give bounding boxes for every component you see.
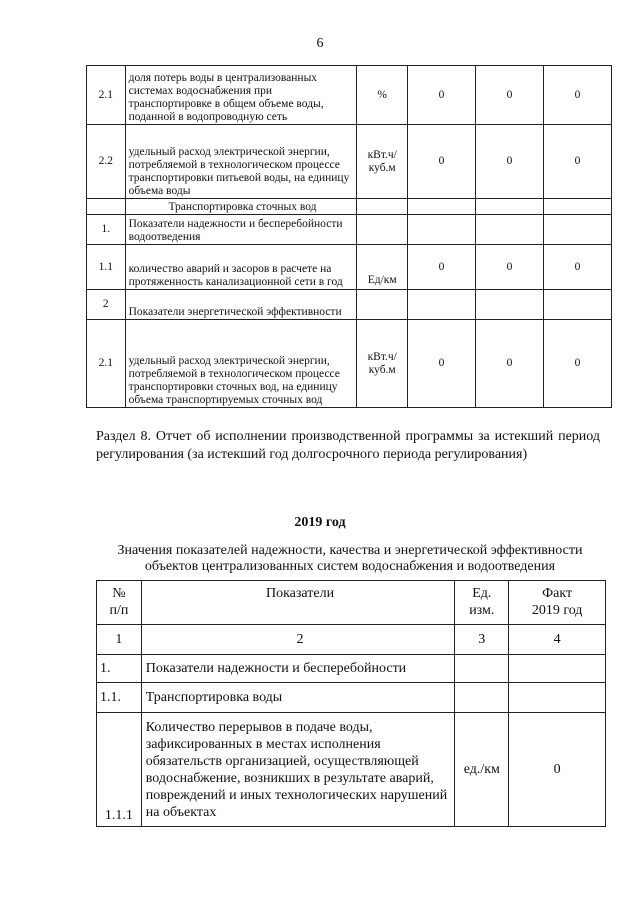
row-value-2 bbox=[476, 215, 544, 245]
row-unit: ед./км bbox=[455, 713, 509, 827]
header-fact: Факт 2019 год bbox=[509, 581, 606, 625]
row-description: Транспортировка воды bbox=[141, 683, 455, 713]
row-value-3 bbox=[544, 290, 612, 320]
table-row bbox=[87, 199, 612, 215]
row-value bbox=[509, 683, 606, 713]
row-number: 1.1.1 bbox=[97, 713, 142, 827]
table-caption: Значения показателей надежности, качества и энергетической эффективности объектов централизованных систем водоснабжения и водоотведения bbox=[117, 543, 583, 574]
report-2019-table bbox=[96, 580, 606, 827]
table-header-row bbox=[97, 581, 606, 625]
row-unit bbox=[357, 199, 408, 215]
row-value-2: 0 bbox=[476, 320, 544, 408]
index-cell-3: 3 bbox=[455, 625, 509, 655]
row-value-3 bbox=[544, 215, 612, 245]
row-value bbox=[509, 655, 606, 683]
table-row bbox=[97, 713, 606, 827]
row-number: 2.2 bbox=[87, 125, 126, 199]
row-value-1: 0 bbox=[408, 245, 476, 290]
row-number: 1.1 bbox=[87, 245, 126, 290]
row-unit bbox=[455, 655, 509, 683]
table-row bbox=[87, 320, 612, 408]
table-row bbox=[87, 215, 612, 245]
table-row bbox=[87, 66, 612, 125]
row-number: 1.1. bbox=[97, 683, 142, 713]
row-value-3: 0 bbox=[544, 320, 612, 408]
row-description: доля потерь воды в централизованных системах водоснабжения при транспортировке в общем объеме воды, поданной в водопроводную сеть bbox=[125, 66, 357, 125]
row-value-1: 0 bbox=[408, 320, 476, 408]
table-row bbox=[87, 125, 612, 199]
row-value: 0 bbox=[509, 713, 606, 827]
row-value-1: 0 bbox=[408, 66, 476, 125]
index-cell-1: 1 bbox=[97, 625, 142, 655]
row-description: удельный расход электрической энергии, потребляемой в технологическом процессе транспортировки питьевой воды, на единицу объема воды bbox=[125, 125, 357, 199]
row-number: 1. bbox=[97, 655, 142, 683]
row-value-1 bbox=[408, 215, 476, 245]
row-number: 2.1 bbox=[87, 320, 126, 408]
row-number bbox=[87, 199, 126, 215]
row-unit bbox=[357, 290, 408, 320]
row-description: Показатели надежности и бесперебойности водоотведения bbox=[125, 215, 357, 245]
table-row bbox=[97, 683, 606, 713]
header-indicator: Показатели bbox=[141, 581, 455, 625]
row-unit bbox=[357, 215, 408, 245]
row-description: Транспортировка сточных вод bbox=[125, 199, 357, 215]
year-title: 2019 год bbox=[294, 515, 346, 530]
row-description: Показатели надежности и бесперебойности bbox=[141, 655, 455, 683]
row-unit bbox=[455, 683, 509, 713]
row-value-2: 0 bbox=[476, 125, 544, 199]
row-value-3: 0 bbox=[544, 125, 612, 199]
row-description: удельный расход электрической энергии, потребляемой в технологическом процессе транспортировки сточных вод, на единицу объема транспортируемых сточных вод bbox=[125, 320, 357, 408]
row-unit: Ед/км bbox=[357, 245, 408, 290]
row-value-2 bbox=[476, 199, 544, 215]
row-value-1 bbox=[408, 290, 476, 320]
table-row bbox=[87, 290, 612, 320]
row-value-1: 0 bbox=[408, 125, 476, 199]
row-unit: % bbox=[357, 66, 408, 125]
index-cell-4: 4 bbox=[509, 625, 606, 655]
row-value-3: 0 bbox=[544, 245, 612, 290]
header-number: № п/п bbox=[97, 581, 142, 625]
row-number: 1. bbox=[87, 215, 126, 245]
row-value-3 bbox=[544, 199, 612, 215]
header-unit: Ед. изм. bbox=[455, 581, 509, 625]
index-cell-2: 2 bbox=[141, 625, 455, 655]
row-number: 2 bbox=[87, 290, 126, 320]
table-index-row bbox=[97, 625, 606, 655]
section-heading: Раздел 8. Отчет об исполнении производственной программы за истекший период регулирования (за истекший год долгосрочного периода регулирования) bbox=[96, 429, 600, 462]
row-unit: кВт.ч/ куб.м bbox=[357, 125, 408, 199]
page-number: 6 bbox=[316, 36, 324, 51]
table-row bbox=[87, 245, 612, 290]
row-number: 2.1 bbox=[87, 66, 126, 125]
row-unit: кВт.ч/ куб.м bbox=[357, 320, 408, 408]
row-description: Показатели энергетической эффективности bbox=[125, 290, 357, 320]
row-value-3: 0 bbox=[544, 66, 612, 125]
row-value-1 bbox=[408, 199, 476, 215]
row-description: количество аварий и засоров в расчете на протяженность канализационной сети в год bbox=[125, 245, 357, 290]
water-indicators-table-continued bbox=[86, 65, 612, 408]
row-value-2: 0 bbox=[476, 245, 544, 290]
table-row bbox=[97, 655, 606, 683]
row-description: Количество перерывов в подаче воды, зафиксированных в местах исполнения обязательств организацией, осуществляющей водоснабжение, возникших в результате аварий, повреждений и иных технологических нарушений на объектах bbox=[141, 713, 455, 827]
row-value-2: 0 bbox=[476, 66, 544, 125]
row-value-2 bbox=[476, 290, 544, 320]
